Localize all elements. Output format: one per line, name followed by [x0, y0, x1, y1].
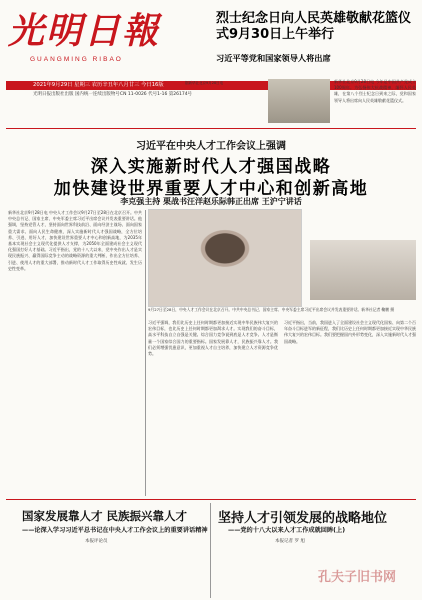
top-story-body: 新华社北京9月28日电 今年是中国共产党成立100周年。为弘扬伟大抗战精神，缅怀人民英雄，在第八个烈士纪念日到来之际，党和国家领导人将出席向人民英雄敬献花篮仪式。: [334, 79, 416, 103]
bottom-divider: [210, 503, 211, 598]
main-photo-caption: 9月27日至28日，中央人才工作会议在北京召开。中共中央总书记、国家主席、中央军委主席习近平出席会议并发表重要讲话。新华社记者 鞠鹏 摄: [148, 307, 395, 312]
main-story-kicker: 习近平在中央人才工作会议上强调: [136, 141, 286, 152]
main-story-column-3: 习近平指出，当前，我国进入了全面建设社会主义现代化国家、向第二个百年奋斗目标进军的新征程，我们比历史上任何时期都更加接近实现中华民族伟大复兴的宏伟目标。我们要把握国内外形势变化，深入实施新时代人才强国战略。: [284, 320, 416, 344]
main-headline-line1: 深入实施新时代人才强国战略: [90, 157, 332, 177]
masthead-logo: 光明日報: [8, 10, 161, 52]
issue-date-line: 2021年9月29日 星期三 农历辛丑年八月廿三 今日16版: [33, 82, 164, 88]
main-story-byline: 李克强主持 栗战书汪洋赵乐际韩正出席 王沪宁讲话: [120, 197, 302, 206]
main-story-column-2: 习近平强调，我们比历史上任何时期都更加接近实现中华民族伟大复兴的宏伟目标，也比历史上任何时期都更加渴求人才。实现我们的奋斗目标，高水平科技自立自强是关键。综合国力竞争说到底是人才竞争。人才是衡量一个国家综合国力的重要指标。国家发展靠人才，民族振兴靠人才。我们必须增强忧患意识，更加重视人才自主培养，加快建立人才资源竞争优势。: [148, 320, 278, 357]
commentary-author: 本报评论员: [85, 539, 108, 544]
feature-subtitle: ——党的十八大以来人才工作成就回眸(上): [228, 527, 346, 534]
column-divider: [145, 210, 146, 496]
masthead-pinyin: GUANGMING RIBAO: [30, 56, 123, 63]
main-headline-line2: 加快建设世界重要人才中心和创新高地: [53, 179, 369, 199]
top-story-caption: 据新华社北京9月28日电: [185, 81, 224, 85]
commentary-title: 国家发展靠人才 民族振兴靠人才: [22, 509, 188, 523]
top-story-headline: 烈士纪念日向人民英雄敬献花篮仪式9月30日上午举行: [216, 11, 412, 42]
feature-title: 坚持人才引领发展的战略地位: [218, 511, 388, 526]
top-story-photo: [268, 79, 330, 123]
main-story-column-1: 新华社北京9月28日电 中央人才工作会议9月27日至28日在北京召开。中共中央总书记、国家主席、中央军委主席习近平出席会议并发表重要讲话。他强调，坚持党管人才，坚持面向世界科技前沿、面向经济主战场、面向国家重大需求、面向人民生命健康，深入实施新时代人才强国战略，全方位培养、引进、用好人才，加快建设世界重要人才中心和创新高地，为2035年基本实现社会主义现代化提供人才支撑，为2050年全面建成社会主义现代化强国打好人才基础。习近平指出，党的十八大以来，党中央作出人才是实现民族振兴、赢得国际竞争主动的战略资源的重大判断，作出全方位培养、引进、使用人才的重大部署，推动新时代人才工作取得历史性成就、发生历史性变革。: [8, 210, 142, 271]
main-story-photo: [148, 209, 302, 307]
watermark: 孔夫子旧书网: [318, 570, 397, 585]
section-rule: [6, 128, 416, 129]
feature-author: 本报记者 罗 旭: [275, 539, 305, 544]
secondary-photo: [310, 240, 416, 300]
commentary-subtitle: ——论深入学习习近平总书记在中央人才工作会议上的重要讲话精神: [22, 527, 208, 534]
top-story-subhead: 习近平等党和国家领导人将出席: [216, 53, 331, 63]
publication-meta: 光明日报出版社出版 国内统一连续出版物号CN 11-0026 代号1-16 第26174号: [33, 92, 193, 97]
bottom-rule: [6, 499, 416, 500]
